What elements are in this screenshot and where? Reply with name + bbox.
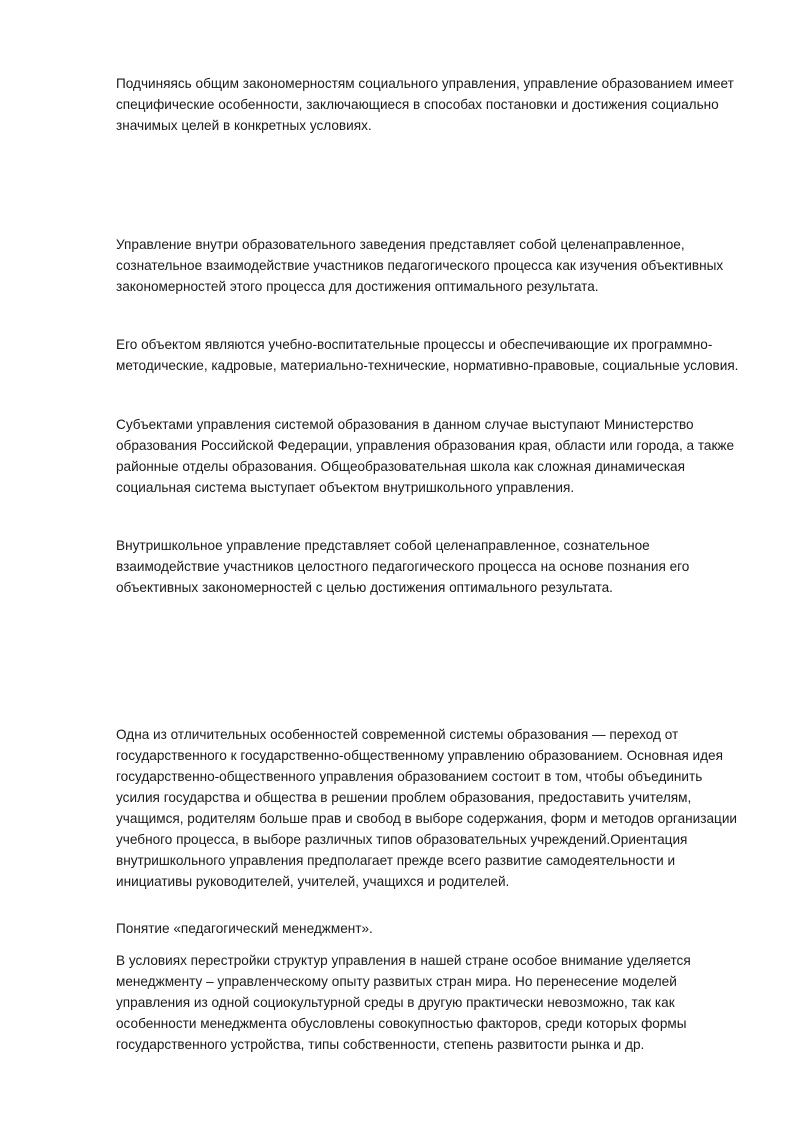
paragraph-management-object: Его объектом являются учебно-воспитательные процессы и обеспечивающие их программно-методические, кадровые, материально-технические, нормативно-правовые, социальные условия.	[116, 337, 739, 373]
paragraph-internal-management-definition: Управление внутри образовательного заведения представляет собой целенаправленное, сознательное взаимодействие участников педагогического процесса как изучения объективных закономерностей этого процесса для достижения оптимального результата.	[116, 237, 724, 294]
paragraph-management-subjects: Субъектами управления системой образования в данном случае выступают Министерство образования Российской Федерации, управления образования края, области или города, а также районные отделы образования. Общеобразовательная школа как сложная динамическая социальная система выступает объектом внутришкольного управления.	[116, 417, 735, 495]
paragraph-management-experience: В условиях перестройки структур управления в нашей стране особое внимание уделяется менеджменту – управленческому опыту развитых стран мира. Но перенесение моделей управления из одной социокультурной среды в другую практически невозможно, так как особенности менеджмента обусловлены совокупностью факторов, среди которых формы государственного устройства, типы собственности, степень развитости рынка и др.	[116, 953, 691, 1052]
paragraph-intraschool-management: Внутришкольное управление представляет собой целенаправленное, сознательное взаимодействие участников целостного педагогического процесса на основе познания его объективных закономерностей с целью достижения оптимального результата.	[116, 538, 690, 595]
paragraph-social-management: Подчиняясь общим закономерностям социального управления, управление образованием имеет специфические особенности, заключающиеся в способах постановки и достижения социально значимых целей в конкретных условиях.	[116, 76, 734, 133]
section-heading-pedagogical-management: Понятие «педагогический менеджмент».	[116, 921, 373, 936]
paragraph-state-public-management: Одна из отличительных особенностей современной системы образования — переход от государственного к государственно-общественному управлению образованием. Основная идея государственно-общественного управления образованием состоит в том, чтобы объединить усилия государства и общества в решении проблем образования, предоставить учителям, учащимся, родителям больше прав и свобод в выборе содержания, форм и методов организации учебного процесса, в выборе различных типов образовательных учреждений.Ориентация внутришкольного управления предполагает прежде всего развитие самодеятельности и инициативы руководителей, учителей, учащихся и родителей.	[116, 727, 738, 889]
